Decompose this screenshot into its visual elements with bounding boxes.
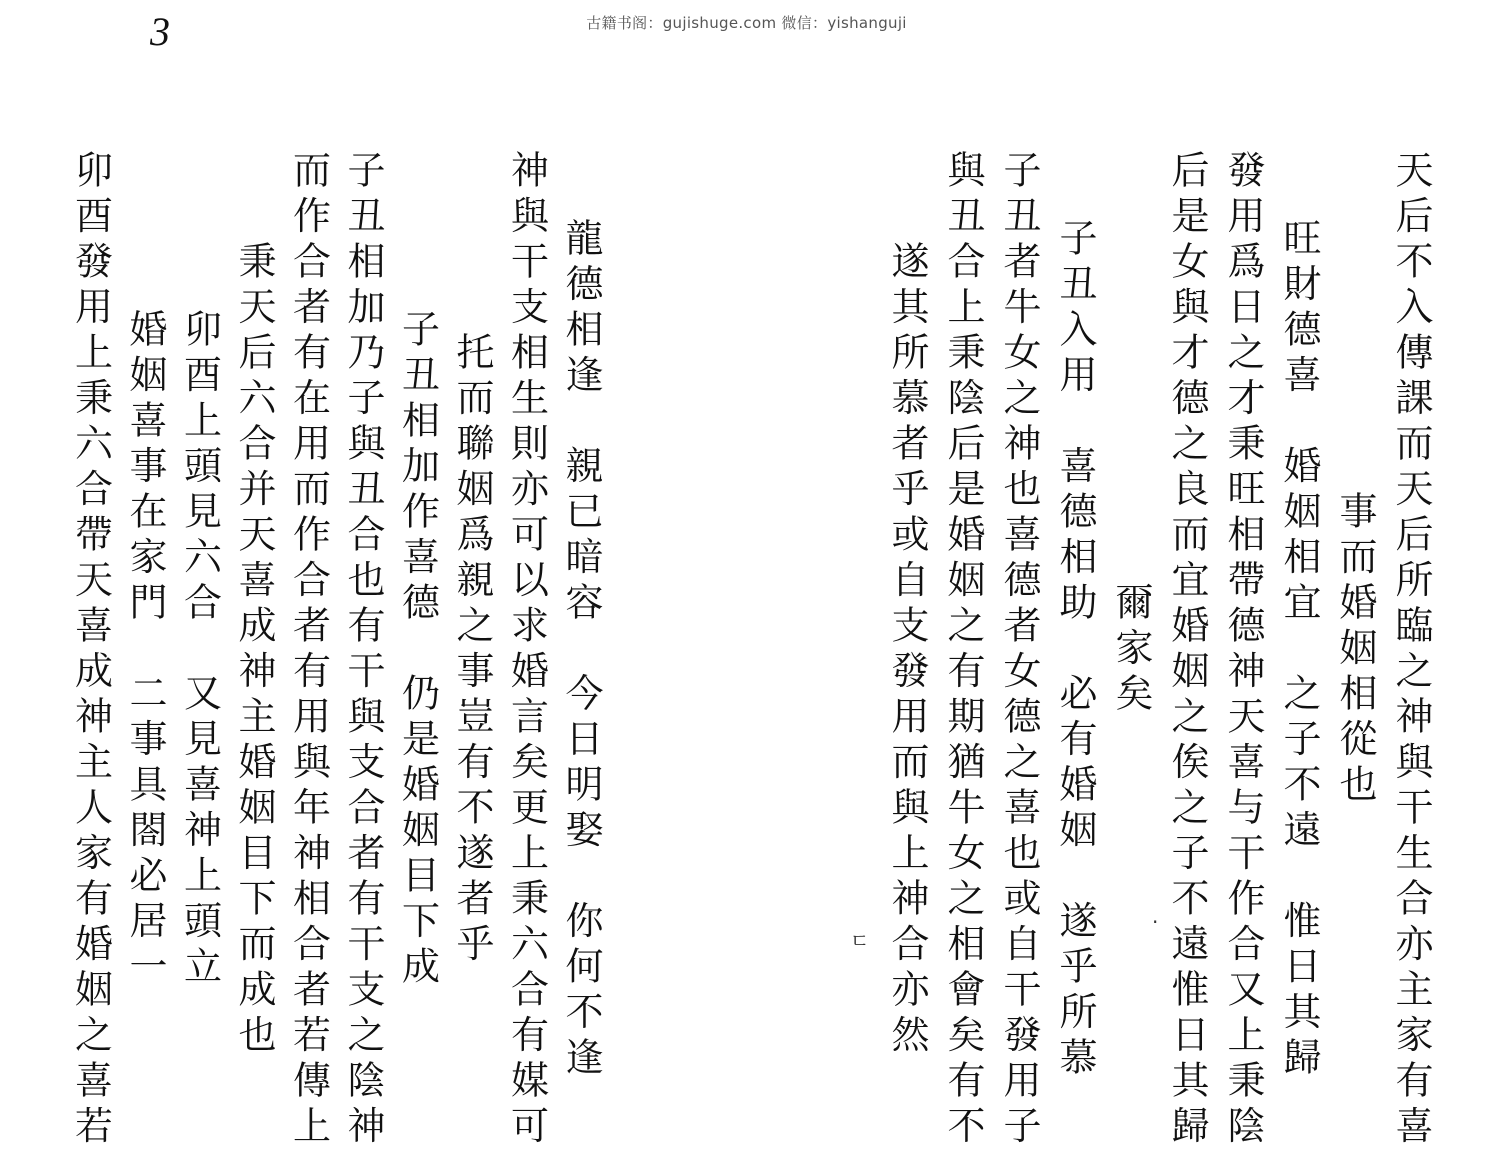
text-column: 子丑相加作喜德 仍是婚姻目下成 — [395, 308, 440, 992]
text-column: 卯酉上頭見六合 又見喜神上頭立 — [177, 308, 222, 992]
text-column: 神與干支相生則亦可以求婚言矣更上秉六合有媒可 — [504, 149, 549, 1151]
page-number: 3 — [150, 9, 170, 54]
text-column: 爾家矣 — [1109, 581, 1153, 719]
right-page — [870, 149, 1433, 1151]
gutter-mark: · — [1152, 910, 1159, 934]
watermark-text: 古籍书阁：gujishuge.com 微信：yishanguji — [586, 14, 907, 32]
left-page — [55, 149, 603, 1151]
text-column: 與丑合上秉陰后是婚姻之有期猶牛女之相會矣有不 — [941, 149, 985, 1151]
text-column: 事而婚姻相從也 — [1333, 490, 1377, 810]
text-column: 秉天后六合并天喜成神主婚姻目下而成也 — [232, 240, 276, 1060]
text-column: 而作合者有在用而作合者有用與年神相合者若傳上 — [286, 149, 331, 1151]
text-column: 托而聯姻爲親之事豈有不遂者乎 — [450, 331, 494, 969]
text-column: 遂其所慕者乎或自支發用而與上神合亦然 — [885, 240, 929, 1060]
text-column: 旺財德喜 婚姻相宜 之子不遠 惟日其歸 — [1277, 217, 1321, 1083]
gutter-mark: ㄷ — [850, 929, 870, 953]
text-column: 龍德相逢 親已暗容 今日明娶 你何不逢 — [559, 217, 603, 1083]
text-column: 子丑入用 喜德相助 必有婚姻 遂乎所慕 — [1053, 217, 1097, 1083]
text-column: 婚姻喜事在家門 二事具閤必居一 — [123, 308, 167, 992]
text-column: 子丑相加乃子與丑合也有干與支合者有干支之陰神 — [341, 149, 385, 1151]
text-column: 發用爲日之才秉旺相帶德神天喜与干作合又上秉陰 — [1221, 149, 1265, 1151]
text-column: 卯酉發用上秉六合帶天喜成神主人家有婚姻之喜若 — [68, 149, 113, 1151]
text-column: 后是女與才德之良而宜婚姻之俟之子不遠惟日其歸 — [1165, 149, 1209, 1151]
text-column: 天后不入傳課而天后所臨之神與干生合亦主家有喜 — [1389, 149, 1433, 1151]
text-column: 子丑者牛女之神也喜德者女德之喜也或自干發用子 — [997, 149, 1041, 1151]
